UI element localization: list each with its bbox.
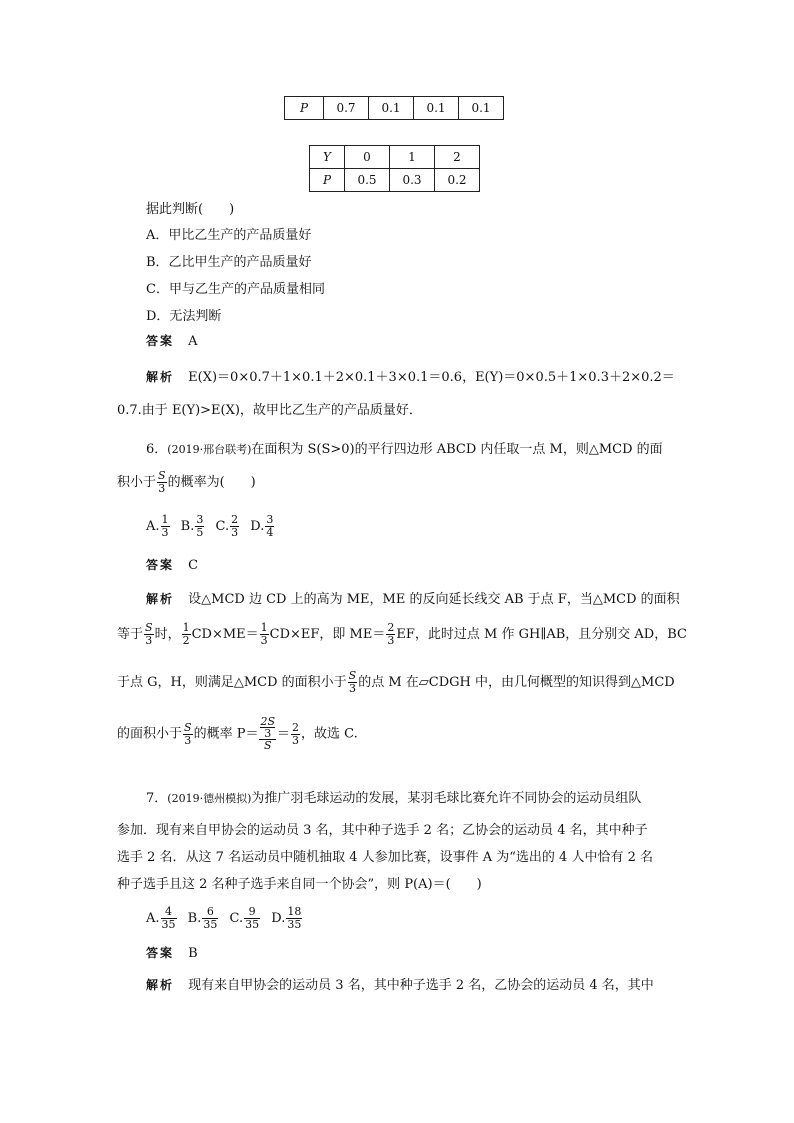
fraction-inner-den: 3 — [264, 727, 272, 740]
table-row — [310, 169, 480, 192]
question-text: 为推广羽毛球运动的发展，某羽毛球比赛允许不同协会的运动员组队 — [251, 791, 642, 806]
question-stem: 据此判断( ) — [146, 202, 235, 217]
fraction-den: 5 — [196, 526, 204, 539]
question-7-stem-line4: 种子选手且这 2 名种子选手来自同一个协会”，则 P(A)＝( ) — [117, 877, 482, 892]
fraction-num: 9 — [244, 906, 260, 919]
answer-line — [146, 332, 198, 349]
question-7-options — [146, 906, 303, 931]
fraction-den: 35 — [161, 918, 176, 931]
question-number: 7． — [146, 791, 168, 806]
text: 时， — [154, 627, 181, 642]
analysis-line — [146, 366, 675, 385]
analysis-label: 解析 — [146, 370, 175, 384]
table-cell: 0.5 — [345, 169, 390, 192]
question-6-options — [146, 514, 275, 539]
fraction-num: S — [184, 720, 192, 734]
text: 的概率为( ) — [167, 475, 256, 490]
analysis-line — [146, 974, 654, 993]
analysis-label: 解析 — [146, 592, 175, 606]
text: 积小于 — [117, 475, 157, 490]
answer-label: 答案 — [146, 946, 175, 960]
text: ，故选 C. — [301, 726, 358, 742]
fraction-half — [182, 622, 191, 647]
fraction-den: 3 — [387, 634, 395, 647]
answer-value: A — [188, 334, 198, 349]
option-d: D．无法判断 — [146, 309, 222, 324]
fraction-two-thirds — [386, 622, 395, 647]
fraction-num: S — [348, 669, 357, 682]
answer-label: 答案 — [146, 558, 175, 572]
option-label: D. — [271, 911, 286, 926]
fraction-num: 18 — [287, 905, 302, 918]
table-cell: 0.3 — [390, 169, 435, 192]
text: CD×EF，即 ME＝ — [269, 627, 386, 642]
fraction-s-over-3 — [157, 470, 167, 495]
fraction-den: S — [263, 739, 272, 752]
fraction-num: 1 — [182, 621, 190, 634]
fraction-den: 3 — [158, 482, 166, 495]
table-distribution-x — [284, 96, 504, 120]
question-number: 6． — [146, 442, 168, 457]
option-d — [271, 905, 303, 931]
text: 等于 — [117, 627, 144, 642]
fraction-den: 2 — [182, 634, 190, 647]
fraction — [202, 906, 218, 931]
fraction-num: 1 — [161, 513, 169, 526]
fraction-den: 3 — [184, 733, 192, 747]
option-c — [215, 513, 241, 539]
text: ＝ — [277, 726, 291, 742]
text: 的概率 P＝ — [193, 726, 259, 742]
option-label: C. — [229, 911, 244, 926]
table-row — [285, 97, 504, 120]
fraction-num: S — [145, 621, 153, 634]
fraction-den: 35 — [245, 918, 260, 931]
question-7-stem-line2: 参加．现有来自甲协会的运动员 3 名，其中种子选手 2 名；乙协会的运动员 4 名，其中种子 — [117, 823, 648, 838]
option-c — [229, 905, 262, 931]
text: CD×ME＝ — [191, 627, 259, 642]
fraction-den: 3 — [292, 733, 300, 747]
fraction-num: 1 — [260, 621, 268, 634]
analysis-text: 0.7.由于 E(Y)>E(X)，故甲比乙生产的产品质量好． — [117, 403, 422, 418]
question-source: (2019·邢台联考) — [167, 443, 252, 456]
fraction-num: 4 — [161, 906, 177, 919]
option-c: C．甲与乙生产的产品质量相同 — [146, 282, 325, 297]
fraction-den: 3 — [260, 634, 268, 647]
table-distribution-y — [309, 145, 480, 192]
table-cell: P — [285, 97, 324, 120]
question-text: 在面积为 S(S>0)的平行四边形 ABCD 内任取一点 M，则△MCD 的面 — [251, 442, 663, 457]
fraction-s-over-3 — [183, 722, 193, 747]
table-cell: 1 — [390, 146, 435, 169]
answer-value: B — [188, 946, 198, 961]
option-a — [146, 905, 178, 931]
fraction-den: 3 — [348, 682, 356, 695]
option-d — [250, 513, 275, 539]
fraction-den: 3 — [145, 634, 153, 647]
text: 的点 M 在▱CDGH 中，由几何概型的知识得到△MCD — [358, 675, 675, 690]
fraction-num: 6 — [202, 906, 218, 919]
fraction — [195, 514, 204, 539]
option-label: D. — [250, 519, 265, 534]
fraction-den: 3 — [161, 526, 169, 539]
fraction-s-over-3 — [348, 670, 358, 695]
option-label: A. — [146, 911, 160, 926]
option-b — [180, 513, 206, 539]
fraction-num: 3 — [266, 513, 274, 526]
analysis-text: 现有来自甲协会的运动员 3 名，其中种子选手 2 名，乙协会的运动员 4 名，其中 — [188, 978, 654, 993]
fraction-s-over-3 — [144, 622, 154, 647]
question-source: (2019·德州模拟) — [167, 792, 252, 805]
answer-value: C — [188, 558, 199, 573]
question-6-stem — [146, 438, 663, 457]
option-a: A．甲比乙生产的产品质量好 — [146, 228, 312, 243]
analysis-label: 解析 — [146, 978, 175, 992]
fraction — [244, 906, 260, 931]
table-row — [310, 146, 480, 169]
fraction-num: 2 — [231, 513, 239, 526]
question-6-stem-line2 — [117, 470, 256, 495]
analysis-text: 设△MCD 边 CD 上的高为 ME，ME 的反向延长线交 AB 于点 F，当△MCD 的面积 — [188, 592, 680, 607]
table-cell: 0 — [345, 146, 390, 169]
fraction-num: 2 — [387, 621, 395, 634]
answer-line — [146, 556, 198, 573]
analysis-line-3 — [117, 670, 675, 695]
fraction-inner-num: 2S — [260, 715, 275, 728]
fraction-compound — [259, 716, 276, 752]
option-b — [187, 905, 220, 931]
table-cell: 0.2 — [435, 169, 480, 192]
table-cell: 0.1 — [459, 97, 504, 120]
fraction-den: 3 — [231, 526, 239, 539]
answer-line — [146, 944, 198, 961]
option-a — [146, 513, 171, 539]
fraction — [161, 514, 170, 539]
table-cell: 2 — [435, 146, 480, 169]
option-label: A. — [146, 519, 160, 534]
option-label: B. — [187, 911, 202, 926]
fraction — [230, 514, 239, 539]
table-cell: 0.1 — [414, 97, 459, 120]
text: 于点 G，H，则满足△MCD 的面积小于 — [117, 675, 347, 690]
fraction-den: 35 — [287, 918, 302, 931]
question-7-stem — [146, 787, 641, 806]
fraction-den: 4 — [266, 526, 274, 539]
fraction-num: 3 — [196, 513, 204, 526]
table-cell: P — [310, 169, 345, 192]
fraction-num: S — [158, 469, 166, 482]
fraction — [265, 514, 274, 539]
option-b: B．乙比甲生产的产品质量好 — [146, 255, 312, 270]
fraction — [161, 906, 177, 931]
analysis-line-4 — [117, 716, 358, 752]
text: EF，此时过点 M 作 GH∥AB，且分别交 AD，BC — [396, 627, 687, 642]
analysis-text: E(X)＝0×0.7＋1×0.1＋2×0.1＋3×0.1＝0.6，E(Y)＝0×0.5＋1×0.3＋2×0.2＝ — [188, 370, 675, 385]
table-cell: 0.7 — [324, 97, 369, 120]
fraction-num: 2 — [292, 720, 300, 734]
option-label: B. — [180, 519, 195, 534]
fraction-den: 35 — [203, 918, 218, 931]
fraction-two-thirds — [291, 722, 300, 747]
option-label: C. — [215, 519, 230, 534]
text: 的面积小于 — [117, 726, 183, 742]
fraction — [286, 906, 302, 931]
analysis-line-2 — [117, 622, 687, 647]
analysis-line — [146, 588, 680, 607]
table-cell: 0.1 — [369, 97, 414, 120]
fraction-third — [260, 622, 269, 647]
table-cell: Y — [310, 146, 345, 169]
question-7-stem-line3: 选手 2 名．从这 7 名运动员中随机抽取 4 人参加比赛，设事件 A 为“选出的 4 人中恰有 2 名 — [117, 850, 653, 865]
fraction-num — [259, 716, 276, 740]
answer-label: 答案 — [146, 334, 175, 348]
